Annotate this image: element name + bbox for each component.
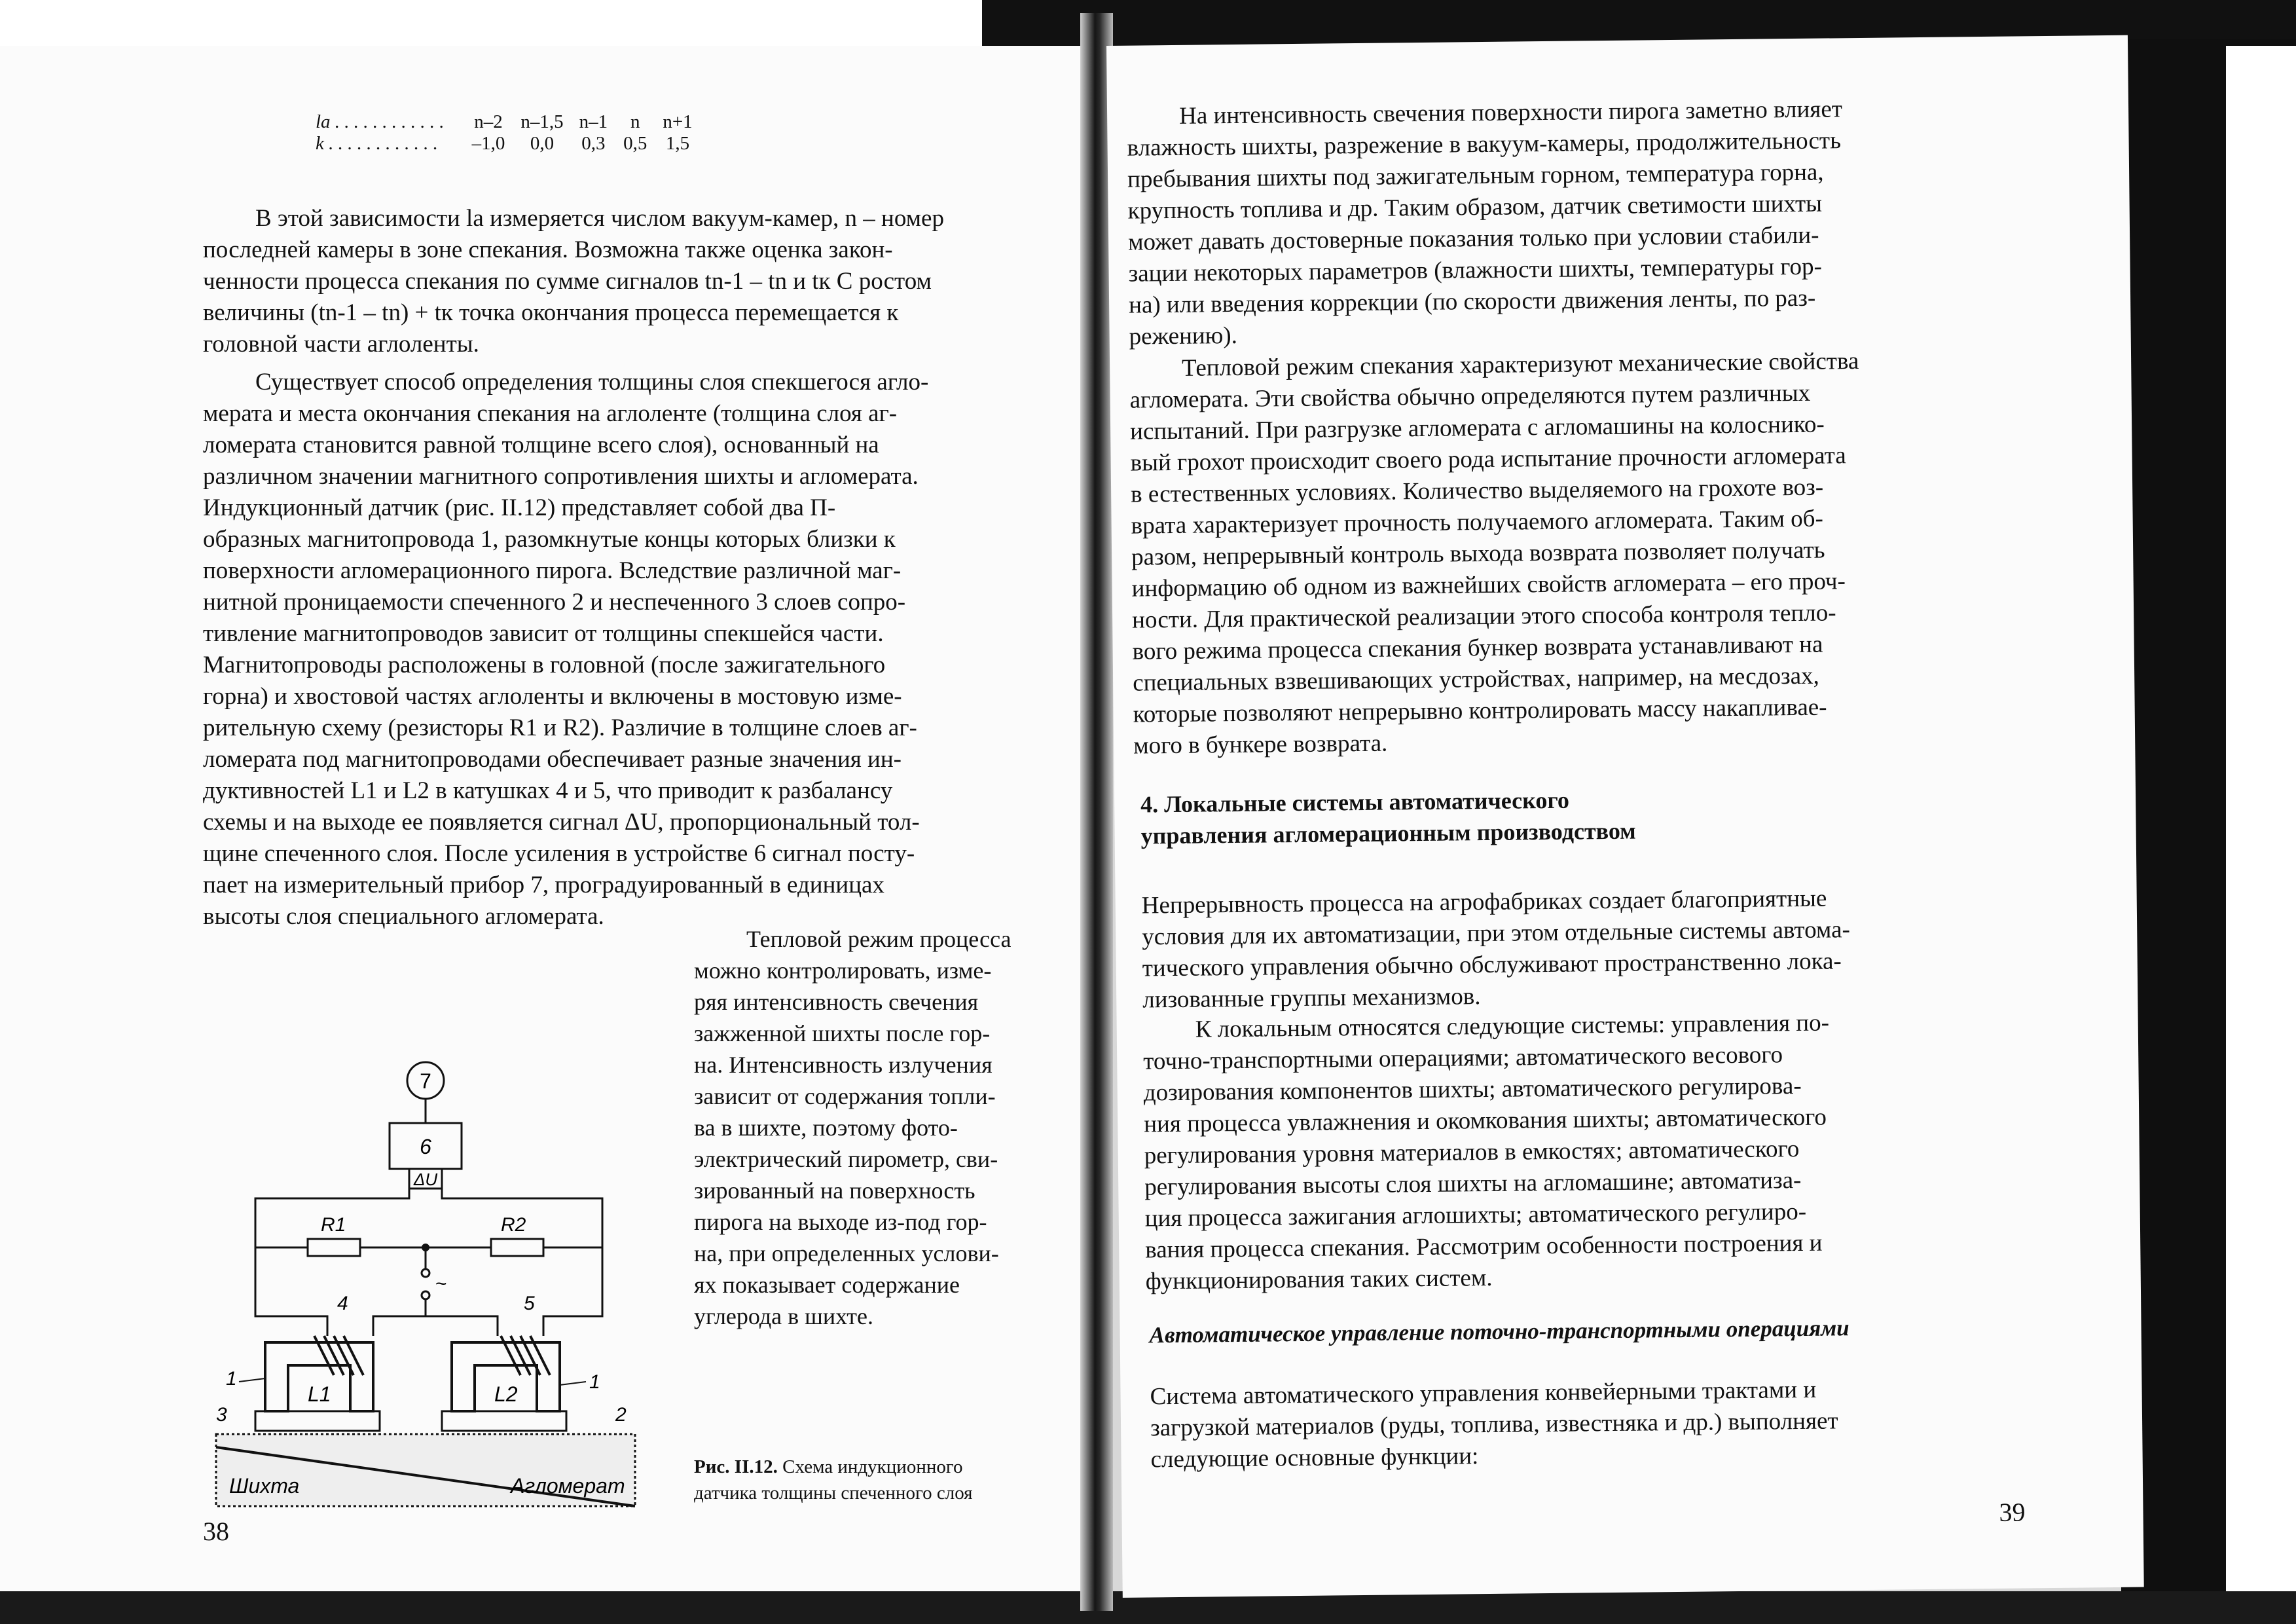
delta-u-label: ΔU (413, 1170, 438, 1189)
resistor-r2 (491, 1239, 543, 1256)
right-page (1106, 35, 2144, 1598)
pole-left (255, 1411, 380, 1431)
right-paragraph-2: Тепловой режим спекания характеризуют механические свойства агломерата. Эти свойства обычно определяются путем различных испытаний. При разгрузке агломерата с агломашины на колоснико- вый грохот происходит своего рода испытание прочности агломерата в естественных условиях. Количество выделяемого на грохоте воз- врата характеризует прочность получаемого агломерата. Таким об- разом, непрерывный контроль выхода возврата позволяет получать информацию об одном из важнейших свойств агломерата – его проч- ности. Для практической реализации этого способа контроля тепло- вого режима процесса спекания бункер возврата устанавливают на специальных взвешивающих устройствах, например, на месдозах, которые позволяют непрерывно контролировать массу накапливае- мого в бункере возврата. (1129, 347, 1859, 760)
leader-line (239, 1378, 265, 1382)
amplifier-label: 6 (420, 1135, 431, 1158)
layer2-label: 2 (615, 1404, 627, 1426)
induction-sensor-diagram (203, 1002, 661, 1545)
coil4-label: 4 (337, 1293, 348, 1314)
wire (373, 1299, 426, 1336)
wire-to-coil-4 (255, 1247, 327, 1336)
left-paragraph-2: Существует способ определения толщины слоя спекшегося агло- мерата и места окончания спекания на аглоленте (толщина слоя аг- ломерата становится равной толщине всего слоя), основанный на различном значении магнитного сопротивления шихты и агломерата. Индукционный датчик (рис. II.12) представляет собой два П- образных магнитопровода 1, разомкнутые концы которых близки к поверхности агломерационного пирога. Вследствие различной маг- нитной проницаемости спеченного 2 и неспеченного 3 слоев сопро- тивление магнитопроводов зависит от толщины спекшейся части. Магнитопроводы расположены в головной (после зажигательного горна) и хвостовой частях аглоленты и включены в мостовую изме- рительную схему (резисторы R1 и R2). Различие в толщине слоев аг- ломерата под магнитопроводами обеспечивает разные значения ин- дуктивностей L1 и L2 в катушках 4 и 5, что приводит к разбалансу схемы и на выходе ее появляется сигнал ΔU, пропорциональный тол- щине спеченного слоя. После усиления в устройстве 6 сигнал посту- пает на измерительный прибор 7, проградуированный в единицах высоты слоя специального агломерата. (203, 369, 929, 930)
page-number-left: 38 (203, 1517, 229, 1546)
wire (426, 1316, 498, 1336)
coil5-label: 5 (524, 1293, 535, 1314)
leader-line (560, 1382, 586, 1385)
core-right-label: 1 (589, 1371, 600, 1393)
resistor-r1 (308, 1239, 360, 1256)
table-row: k . . . . . . . . . . . . –1,0 0,0 0,3 0,5 1,5 (316, 133, 690, 154)
sinter-label: Агломерат (511, 1474, 625, 1498)
ac-source-label: ~ (435, 1273, 447, 1295)
terminal (422, 1269, 429, 1277)
meter-label: 7 (420, 1069, 431, 1093)
left-paragraph-1: В этой зависимости lа измеряется числом вакуум-камер, n – номер последней камеры в зоне спекания. Возможна также оценка закон- ченности процесса спекания по сумме сигналов tn-1 – tn и tк С ростом величины (tn-1 – tn) + tк точка окончания процесса перемещается к головной части аглоленты. (203, 205, 944, 358)
right-paragraph-4: К локальным относятся следующие системы: управления по- точно-транспортными операциями; автоматического весового дозирования компонентов шихты; автоматического регулирова- ния процесса увлажнения и окомкования шихты; автоматического регулирования уровня материалов в емкостях; автоматического регулирования высоты слоя шихты на агломашине; автоматиза- ция процесса зажигания аглошихты; автоматического регулиро- вания процесса спекания. Рассмотрим особенности построения и функционирования таких систем. (1143, 1009, 1830, 1295)
scan-right-margin (2226, 46, 2296, 1591)
figure-caption: Рис. II.12. Схема индукционного датчика толщины спеченного слоя (694, 1456, 973, 1504)
r2-label: R2 (501, 1214, 526, 1236)
pole-right (442, 1411, 566, 1431)
r1-label: R1 (321, 1214, 346, 1236)
terminal (422, 1291, 429, 1299)
page-number-right: 39 (1999, 1497, 2026, 1527)
section-heading: 4. Локальные системы автоматического управления агломерационным производством (1140, 786, 1636, 849)
coefficient-table (308, 111, 701, 155)
right-paragraph-3: Непрерывность процесса на агрофабриках создает благоприятные условия для их автоматизации, при этом отдельные системы автома- тического управления обычно обслуживают пространственно лока- лизованные группы механизмов. (1141, 885, 1851, 1014)
subsection-heading: Автоматическое управление поточно-транспортными операциями (1149, 1315, 1850, 1348)
wire-to-coil-5 (543, 1247, 602, 1336)
core-left-label: 1 (226, 1368, 237, 1390)
table-row: lа . . . . . . . . . . . . n–2 n–1,5 n–1 n n+1 (316, 111, 693, 132)
l1-label: L1 (308, 1382, 331, 1406)
l2-label: L2 (494, 1382, 518, 1406)
right-paragraph-1: На интенсивность свечения поверхности пирога заметно влияет влажность шихты, разрежение в вакуум-камеры, продолжительность пребывания шихты под зажигательным горном, температура горна, крупность топлива и др. Таким образом, датчик светимости шихты может давать достоверные показания только при условии стабили- зации некоторых параметров (влажности шихты, температуры гор- на) или введения коррекции (по скорости движения ленты, по раз- режению). (1127, 96, 1843, 350)
layer3-label: 3 (216, 1404, 227, 1426)
charge-label: Шихта (229, 1474, 300, 1498)
left-page (0, 46, 1090, 1591)
right-paragraph-5: Система автоматического управления конвейерными трактами и загрузкой материалов (руды, топлива, известняка и др.) выполняет следующие основные функции: (1150, 1376, 1838, 1473)
left-paragraph-3: Тепловой режим процесса можно контролировать, изме- ряя интенсивность свечения зажженной шихты после гор- на. Интенсивность излучения зависит от содержания топли- ва в шихте, поэтому фото- электрический пирометр, сви- зированный на поверхность пирога на выходе из-под гор- на, при определенных услови- ях показывает содержание углерода в шихте. (694, 926, 1011, 1329)
